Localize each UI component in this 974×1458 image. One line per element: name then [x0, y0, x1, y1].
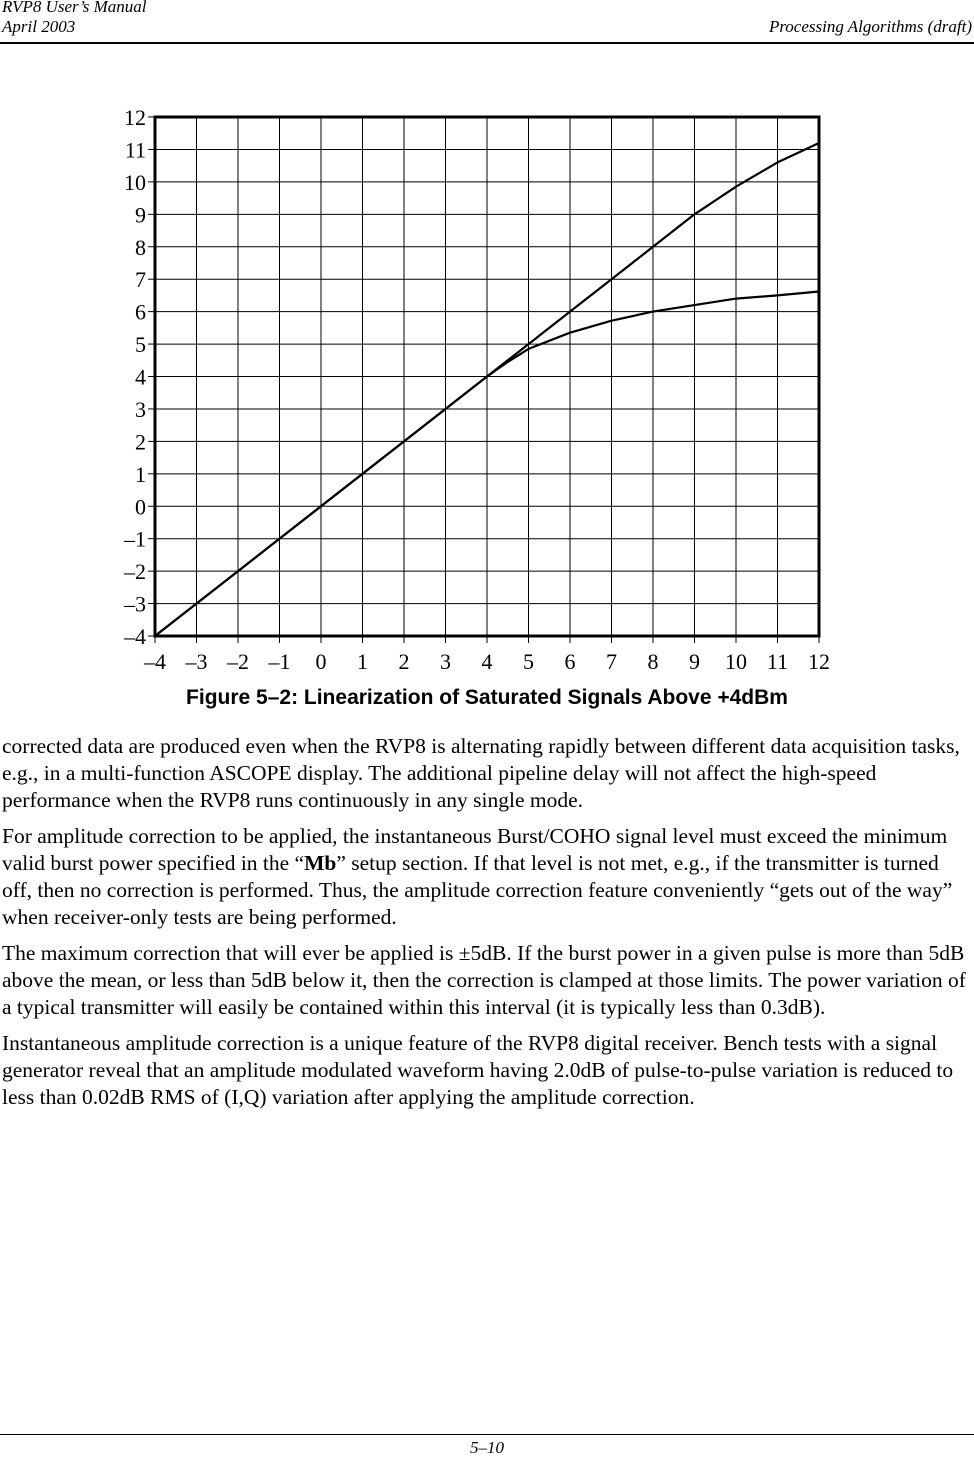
x-tick-label: 5 — [523, 649, 534, 674]
x-tick-label: –1 — [268, 649, 291, 674]
figure-caption: Figure 5–2: Linearization of Saturated Signals Above +4dBm — [186, 686, 788, 709]
y-tick-label: 8 — [135, 234, 146, 260]
section-title: Processing Algorithms (draft) — [768, 17, 972, 36]
header-rule — [0, 42, 974, 44]
page-number: 5–10 — [470, 1438, 504, 1457]
footer-rule — [0, 1434, 974, 1435]
y-tick-label: 4 — [135, 364, 146, 390]
x-tick-label: 9 — [689, 649, 700, 674]
x-tick-label: –3 — [185, 649, 208, 674]
y-tick-label: 3 — [135, 396, 146, 422]
paragraph-2-end: ” setup section. If that level is not met, e.g., if the transmitter is turned off, then no correction is performed. Thus, the amplitude correction feature conveniently “gets out of the way” when receiver-only tests are being performed. — [2, 851, 953, 929]
x-tick-label: 3 — [440, 649, 451, 674]
y-axis-ticks — [123, 105, 155, 649]
y-tick-label: 1 — [135, 461, 146, 487]
y-tick-label: –2 — [124, 559, 146, 585]
x-tick-label: 12 — [808, 649, 830, 674]
y-tick-label: –1 — [124, 526, 146, 552]
y-tick-label: –4 — [124, 624, 146, 649]
x-axis-ticks — [143, 636, 830, 674]
y-tick-label: 12 — [124, 105, 146, 130]
y-tick-label: 10 — [124, 169, 146, 195]
y-tick-label: –3 — [124, 591, 146, 617]
paragraph-3: The maximum correction that will ever be applied is ±5dB. If the burst power in a given pulse is more than 5dB above the mean, or less than 5dB below it, then the correction is clamped at those limits. The power variation of a typical transmitter will easily be contained within this interval (it is typically less than 0.3dB). — [2, 941, 966, 1019]
manual-date: April 2003 — [2, 17, 76, 36]
x-tick-label: 2 — [398, 649, 410, 674]
paragraph-2-start: For amplitude correction to be applied, the instantaneous Burst/COHO signal level must exceed the minimum valid burst power specified in the “ — [2, 824, 948, 875]
x-tick-label: 7 — [606, 649, 617, 674]
y-tick-label: 5 — [135, 332, 146, 358]
y-tick-label: 9 — [135, 202, 146, 228]
manual-title: RVP8 User’s Manual — [2, 0, 147, 16]
x-tick-label: 8 — [647, 649, 659, 674]
y-tick-label: 11 — [124, 137, 146, 163]
paragraph-4: Instantaneous amplitude correction is a unique feature of the RVP8 digital receiver. Bench tests with a signal generator reveal that an amplitude modulated waveform having 2.0dB of pulse-to-pulse variation is reduced to less than 0.02dB RMS of (I,Q) variation after applying the amplitude correction. — [2, 1031, 954, 1109]
x-tick-label: 1 — [357, 649, 368, 674]
x-tick-label: –4 — [144, 649, 166, 674]
y-tick-label: 0 — [135, 494, 146, 520]
y-tick-label: 2 — [135, 429, 146, 455]
y-tick-label: 6 — [135, 299, 146, 325]
paragraph-1: corrected data are produced even when the RVP8 is alternating rapidly between different data acquisition tasks, e.g., in a multi-function ASCOPE display. The additional pipeline delay will not affect the high-speed performance when the RVP8 runs continuously in any single mode. — [2, 734, 960, 812]
linearization-chart — [0, 100, 974, 680]
x-tick-label: 6 — [564, 649, 576, 674]
y-tick-label: 7 — [135, 267, 146, 293]
body-text — [2, 733, 972, 1120]
paragraph-2 — [2, 823, 972, 931]
x-tick-label: 11 — [766, 649, 789, 674]
x-tick-label: –2 — [227, 649, 249, 674]
x-tick-label: 4 — [481, 649, 493, 674]
x-tick-label: 0 — [315, 649, 327, 674]
mb-setup-name: Mb — [304, 851, 337, 875]
x-tick-label: 10 — [725, 649, 747, 674]
